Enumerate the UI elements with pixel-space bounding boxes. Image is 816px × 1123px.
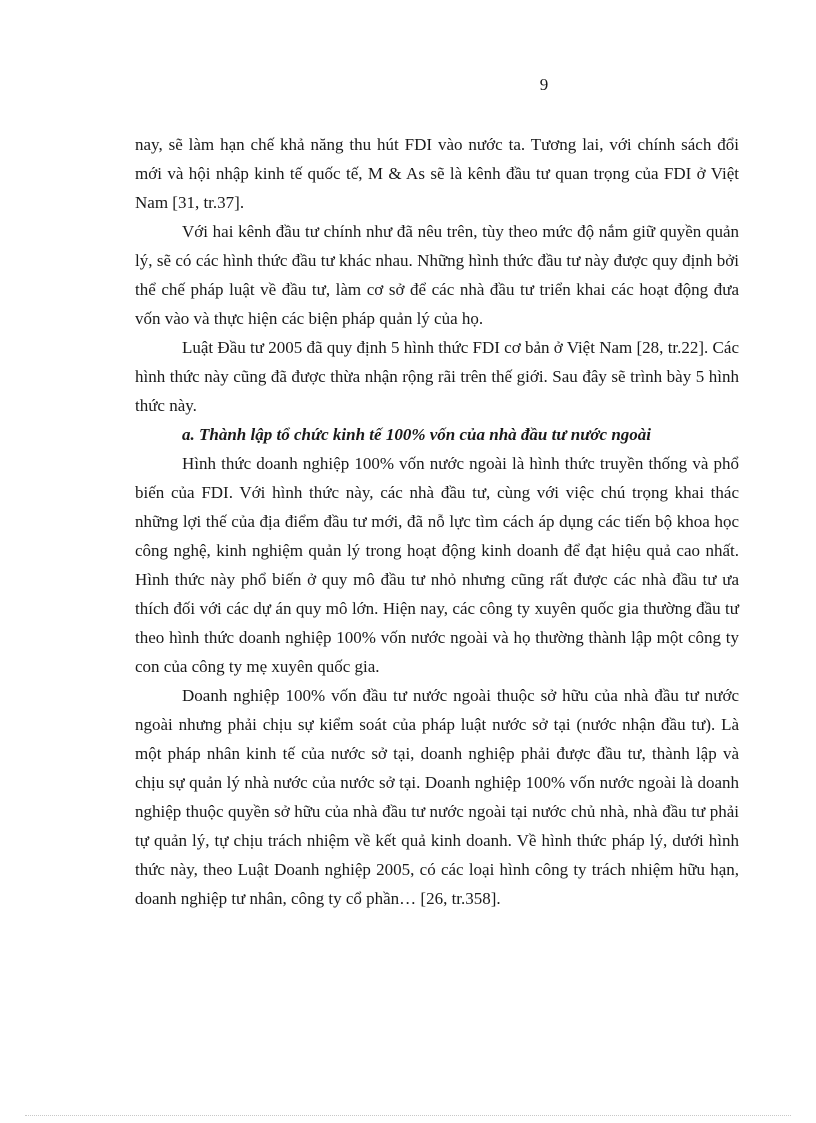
page-number: 9 [539,75,549,94]
paragraph-wholly-foreign-owned: Hình thức doanh nghiệp 100% vốn nước ngoài là hình thức truyền thống và phổ biến của FDI. Với hình thức này, các nhà đầu tư, cùng với việc chú trọng khai thác những lợi thế của địa điểm đầu tư mới, đã nỗ lực tìm cách áp dụng các tiến bộ khoa học công nghệ, kinh nghiệm quản lý trong hoạt động kinh doanh để đạt hiệu quả cao nhất. Hình thức này phổ biến ở quy mô đầu tư nhỏ nhưng cũng rất được các nhà đầu tư ưa thích đối với các dự án quy mô lớn. Hiện nay, các công ty xuyên quốc gia thường đầu tư theo hình thức doanh nghiệp 100% vốn nước ngoài và họ thường thành lập một công ty con của công ty mẹ xuyên quốc gia. [135,454,739,676]
section-heading: a. Thành lập tổ chức kinh tế 100% vốn của nhà đầu tư nước ngoài [182,425,651,444]
paragraph-investment-law: Luật Đầu tư 2005 đã quy định 5 hình thức FDI cơ bản ở Việt Nam [28, tr.22]. Các hình thức này cũng đã được thừa nhận rộng rãi trên thế giới. Sau đây sẽ trình bày 5 hình thức này. [135,338,739,415]
paragraph-legal-status: Doanh nghiệp 100% vốn đầu tư nước ngoài thuộc sở hữu của nhà đầu tư nước ngoài nhưng phải chịu sự kiểm soát của pháp luật nước sở tại (nước nhận đầu tư). Là một pháp nhân kinh tế của nước sở tại, doanh nghiệp phải được đầu tư, thành lập và chịu sự quản lý nhà nước của nước sở tại. Doanh nghiệp 100% vốn nước ngoài là doanh nghiệp thuộc quyền sở hữu của nhà đầu tư nước ngoài tại nước chủ nhà, nhà đầu tư phải tự quản lý, tự chịu trách nhiệm về kết quả kinh doanh. Về hình thức pháp lý, dưới hình thức này, theo Luật Doanh nghiệp 2005, có các loại hình công ty trách nhiệm hữu hạn, doanh nghiệp tư nhân, công ty cổ phần… [26, tr.358]. [135,686,739,908]
paragraph-investment-forms: Với hai kênh đầu tư chính như đã nêu trên, tùy theo mức độ nắm giữ quyền quản lý, sẽ có các hình thức đầu tư khác nhau. Những hình thức đầu tư này được quy định bởi thể chế pháp luật về đầu tư, làm cơ sở để các nhà đầu tư triển khai các hoạt động đưa vốn vào và thực hiện các biện pháp quản lý của họ. [135,222,739,328]
page-bottom-divider [25,1115,791,1116]
document-body [135,130,739,913]
paragraph-continuation: nay, sẽ làm hạn chế khả năng thu hút FDI vào nước ta. Tương lai, với chính sách đổi mới và hội nhập kinh tế quốc tế, M & As sẽ là kênh đầu tư quan trọng của FDI ở Việt Nam [31, tr.37]. [135,135,739,212]
